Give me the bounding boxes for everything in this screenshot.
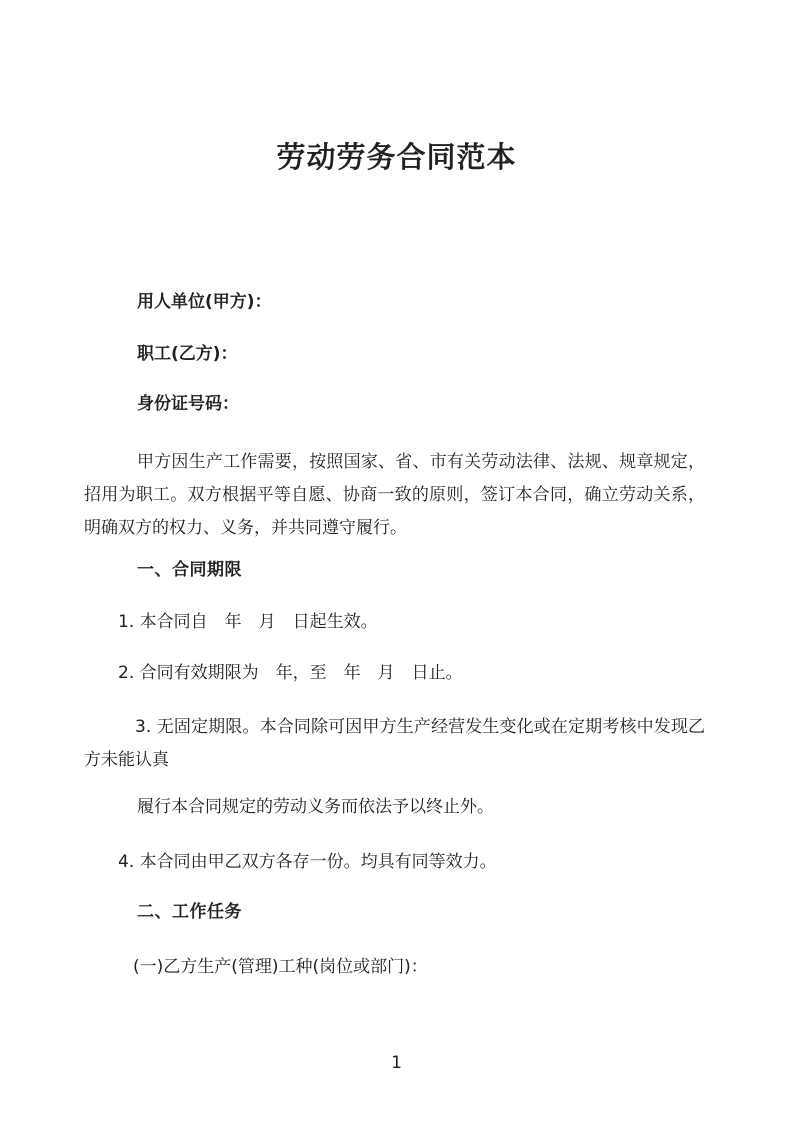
document-title: 劳动劳务合同范本 [276, 140, 517, 174]
party-a-label: 用人单位(甲方)： [137, 292, 272, 312]
section-2-heading: 二、工作任务 [137, 902, 242, 922]
section-1-heading: 一、合同期限 [137, 560, 242, 580]
id-number-label: 身份证号码： [137, 394, 239, 414]
page-number: 1 [391, 1053, 402, 1073]
party-b-label: 职工(乙方)： [137, 344, 238, 364]
clause-2-valid-period: 2. 合同有效期限为 年，至 年 月 日止。 [118, 663, 463, 683]
clause-4-copies: 4. 本合同由甲乙双方各存一份。均具有同等效力。 [118, 852, 497, 872]
work-type-item: (一)乙方生产(管理)工种(岗位或部门)： [133, 957, 428, 977]
clause-1-effective-date: 1. 本合同自 年 月 日起生效。 [118, 612, 378, 632]
clause-3-continuation: 履行本合同规定的劳动义务而依法予以终止外。 [137, 797, 494, 817]
intro-paragraph: 甲方因生产工作需要，按照国家、省、市有关劳动法律、法规、规章规定，招用为职工。双方根据平等自愿、协商一致的原则，签订本合同，确立劳动关系，明确双方的权力、义务，并共同遵守履行。 [84, 452, 705, 538]
clause-3-open-term: 3. 无固定期限。本合同除可因甲方生产经营发生变化或在定期考核中发现乙方未能认真 [84, 717, 705, 770]
